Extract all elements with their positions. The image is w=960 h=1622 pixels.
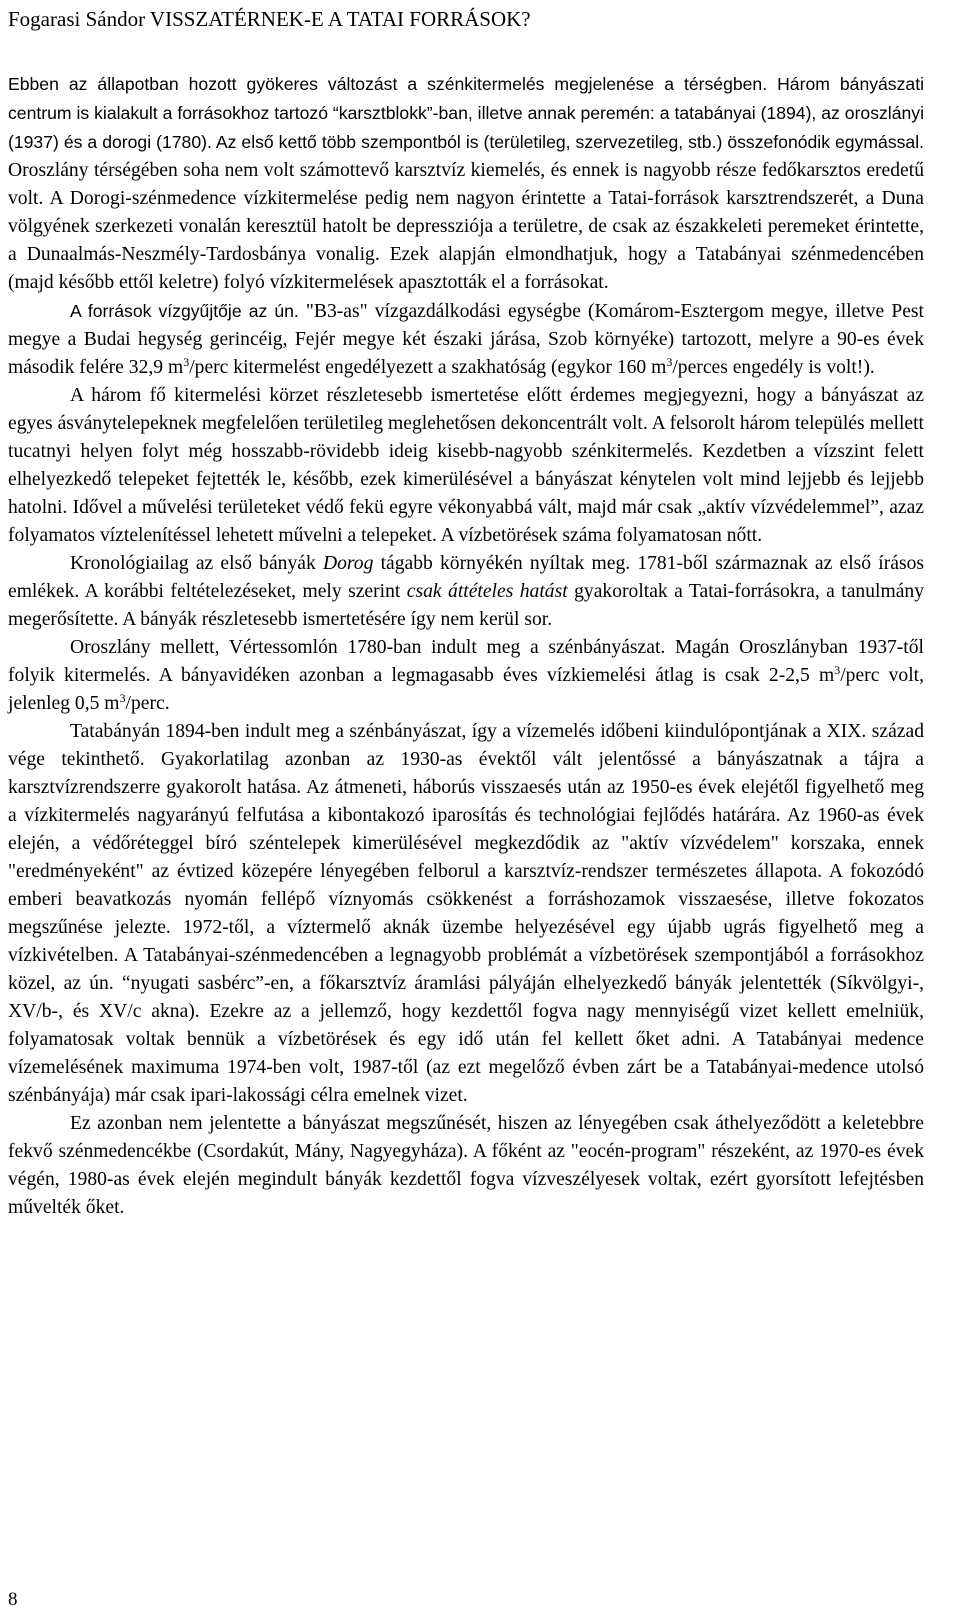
paragraph-6: Tatabányán 1894-ben indult meg a szénbányászat, így a vízemelés időbeni kiindulópontjának a XIX. század vége tekinthető. Gyakorlatilag azonban az 1930-as évektől vált jelentőssé a bányászatnak a tájra a karsztvízrendszerre gyakorolt hatása. Az átmeneti, háborús visszaesés után az 1950-es évek elejétől figyelhető meg a vízkitermelés nagyarányú felfutása a kibontakozó iparosítás és technológiai fejlődés határára. Az 1960-as évek elején, a védőréteggel bíró széntelepek kimerülésével megkezdődik az "aktív vízvédelem" korszaka, ennek "eredményeként" az évtized közepére lényegében felborul a karsztvíz-rendszer természetes állapota. A fokozódó emberi beavatkozás nyomán fellépő víznyomás csökkenést a forráshozamok visszaesése, illetve fokozatos megszűnése jelezte. 1972-től, a víztermelő aknák üzembe helyezésével egy újabb ugrás figyelhető meg a vízkivételben. A Tatabányai-szénmedencében a legnagyobb problémát a vízbetörések szempontjából a forrásokhoz közel, az ún. “nyugati sasbérc”-en, a főkarsztvíz áramlási pályáján elhelyezkedő bányák jelentették (Síkvölgyi-, XV/b-, és XV/c akna). Ezekre az a jellemző, hogy kezdettől fogva nagy mennyiségű vizet kellett emelniük, folyamatosak voltak bennük a vízbetörések és egy idő után fel kellett őket adni. A Tatabányai medence vízemelésének maximuma 1974-ben volt, 1987-től (az ezt megelőző évben zárt be a Tatabányai-medence utolsó szénbányája) már csak ipari-lakossági célra emelnek vizet.: [8, 721, 924, 1106]
superscript: 3: [834, 663, 841, 677]
paragraph-2-text: "B3-as" vízgazdálkodási egységbe (Komárom-Esztergom megye, illetve Pest megye a Budai hegység gerincéig, Fejér megye két északi járása, Szob környéke) tartozott, melyre a 90-es évek második felére 32,9 m: [8, 301, 924, 378]
paragraph-3: A három fő kitermelési körzet részletesebb ismertetése előtt érdemes megjegyezni, hogy a bányászat az egyes ásványtelepeknek megfelelően területileg meglehetősen dekoncentrált volt. A felsorolt három település mellett tucatnyi helyen folyt még hosszabb-rövidebb ideig kisebb-nagyobb szénkitermelés. Kezdetben a vízszint felett elhelyezkedő telepeket fejtették le, később, ezek kimerülésével a bányászat kénytelen volt mind lejjebb és lejjebb hatolni. Idővel a művelési területeket védő fekü egyre vékonyabbá vált, majd már csak „aktív vízvédelemmel”, azaz folyamatos víztelenítéssel lehetett művelni a telepeket. A vízbetörések száma folyamatosan nőtt.: [8, 385, 924, 546]
paragraph-7: Ez azonban nem jelentette a bányászat megszűnését, hiszen az lényegében csak áthelyeződött a keletebbre fekvő szénmedencékbe (Csordakút, Mány, Nagyegyháza). A főként az "eocén-program" részeként, az 1970-es évek végén, 1980-as évek elején megindult bányák kezdettől fogva vízveszélyesek voltak, ezért gyorsított lefejtésben művelték őket.: [8, 1113, 924, 1218]
paragraph-5-text-2: /perc volt, jelenleg 0,5 m: [8, 665, 925, 714]
paragraph-4-text: Kronológiailag az első bányák: [70, 553, 323, 574]
paragraph-5-text: Oroszlány mellett, Vértessomlón 1780-ban indult meg a szénbányászat. Magán Oroszlányban 1937-től folyik kitermelés. A bányavidéken azonban a legmagasabb éves vízkiemelési átlag is csak 2-2,5 m: [8, 637, 924, 686]
paragraph-1-dorog: A Dorogi-szénmedence vízkitermelése pedig nem nagyon érintette a Tatai-források karsztrendszerét, a Duna völgyének szerkezeti vonalán keresztül hatolt be depressziója a területre, de csak az északkeleti peremeket érintette, a Dunaalmás-Neszmély-Tardosbánya vonalig. Ezek alapján elmondhatjuk, hogy a Tatabányai szénmedencében (majd később ettől keletre) folyó vízkitermelések apasztották el a forrásokat.: [8, 188, 924, 293]
paragraph-2: [8, 297, 924, 382]
paragraph-5-text-3: /perc.: [125, 693, 170, 714]
italic-dorog: Dorog: [322, 553, 374, 574]
paragraph-2-text-3: /perces engedély is volt!).: [672, 357, 875, 378]
document-body: [8, 70, 924, 1222]
paragraph-1-oroszlany: Oroszlány térségében soha nem volt számottevő karsztvíz kiemelés, és ennek is nagyobb része fedőkarsztos eredetű volt.: [8, 160, 924, 209]
superscript: 3: [183, 355, 190, 369]
paragraph-5: [8, 634, 924, 718]
italic-phrase: csak áttételes hatást: [406, 581, 568, 602]
paragraph-2-lead: A források vízgyűjtője az ún.: [70, 301, 299, 321]
page-number: 8: [8, 1589, 18, 1610]
paragraph-4-text-3: gyakoroltak a Tatai-forrásokra, a tanulmány megerősítette. A bányák részletesebb ismertetésére így nem kerül sor.: [8, 581, 925, 630]
superscript: 3: [666, 355, 673, 369]
paragraph-4-text-2: tágabb környékén nyíltak meg. 1781-ből származnak az első írásos emlékek. A korábbi feltételezéseket, mely szerint: [8, 553, 924, 602]
paragraph-1-sans-part: Ebben az állapotban hozott gyökeres változást a szénkitermelés megjelenése a térségben. Három bányászati centrum is kialakult a forrásokhoz tartozó “karsztblokk”-ban, illetve annak peremén: a tatabányai (1894), az oroszlányi (1937) és a dorogi (1780). Az első kettő több szempontból is (területileg, szervezetileg, stb.) összefonódik egymással.: [8, 74, 924, 152]
paragraph-1: [8, 70, 924, 297]
paragraph-4: [8, 550, 924, 634]
document-header: Fogarasi Sándor VISSZATÉRNEK-E A TATAI FORRÁSOK?: [8, 7, 531, 31]
paragraph-2-text-2: /perc kitermelést engedélyezett a szakhatóság (egykor 160 m: [189, 357, 667, 378]
superscript: 3: [119, 691, 126, 705]
